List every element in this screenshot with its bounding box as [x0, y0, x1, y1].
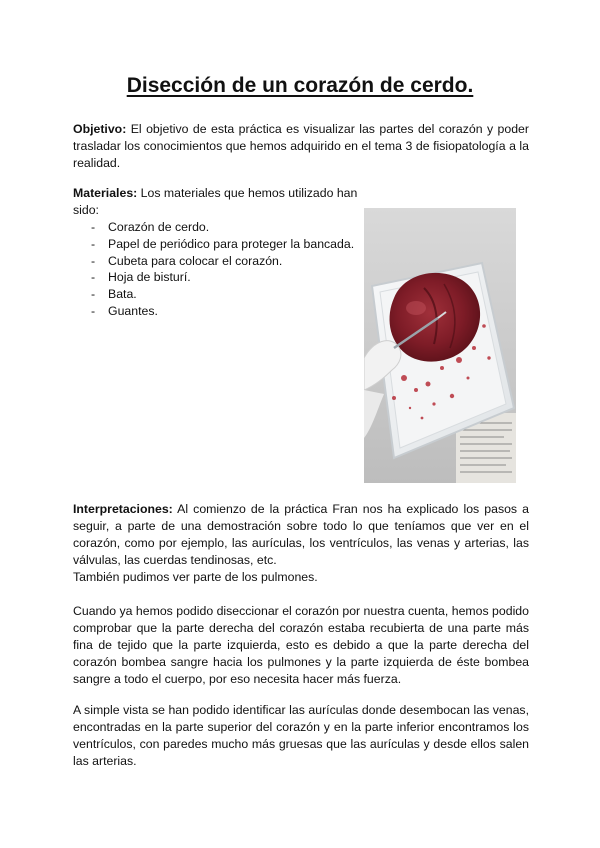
list-item: - Papel de periódico para proteger la bancada.	[91, 236, 354, 253]
objetivo-paragraph	[73, 121, 529, 172]
objetivo-label: Objetivo:	[73, 122, 127, 136]
materiales-label: Materiales:	[73, 186, 138, 200]
list-item: - Cubeta para colocar el corazón.	[91, 253, 354, 270]
interpretaciones-text: Al comienzo de la práctica Fran nos ha explicado los pasos a seguir, a parte de una demostración sobre todo lo que teníamos que ver en el corazón, como por ejemplo, las aurículas, los ventrículos, las venas y arterias, las válvulas, las cuerdas tendinosas, etc.	[73, 502, 529, 567]
materiales-text: Los materiales que hemos utilizado han sido:	[73, 186, 358, 217]
interpretaciones-text-2: También pudimos ver parte de los pulmones.	[73, 570, 318, 584]
document-title: Disección de un corazón de cerdo.	[126, 74, 474, 97]
list-item: - Guantes.	[91, 303, 354, 320]
dissected-pig-heart-photo-icon	[364, 208, 516, 483]
body-paragraph-2: Cuando ya hemos podido diseccionar el corazón por nuestra cuenta, hemos podido comprobar que la parte derecha del corazón estaba recubierta de una parte más fina de tejido que la parte izquierda, esto es debido a que la parte derecha del corazón bombea sangre hacia los pulmones y la parte izquierda de éste bombea sangre a todo el cuerpo, por eso necesita hacer más fuerza.	[73, 604, 529, 686]
interpretaciones-paragraph	[73, 501, 529, 569]
objetivo-text: El objetivo de esta práctica es visualizar las partes del corazón y poder trasladar los conocimientos que hemos adquirido en el tema 3 de fisiopatología a la realidad.	[73, 122, 529, 170]
interpretaciones-label: Interpretaciones:	[73, 502, 173, 516]
list-item: - Corazón de cerdo.	[91, 219, 354, 236]
materiales-intro	[73, 185, 363, 219]
list-item: - Bata.	[91, 286, 354, 303]
body-paragraph-3: A simple vista se han podido identificar las aurículas donde desembocan las venas, encontradas en la parte superior del corazón y en la parte inferior encontramos los ventrículos, con paredes mucho más gruesas que las aurículas y desde ellos salen las arterias.	[73, 703, 529, 768]
list-item: - Hoja de bisturí.	[91, 269, 354, 286]
materials-list	[91, 219, 354, 320]
dissection-photo	[364, 208, 516, 483]
